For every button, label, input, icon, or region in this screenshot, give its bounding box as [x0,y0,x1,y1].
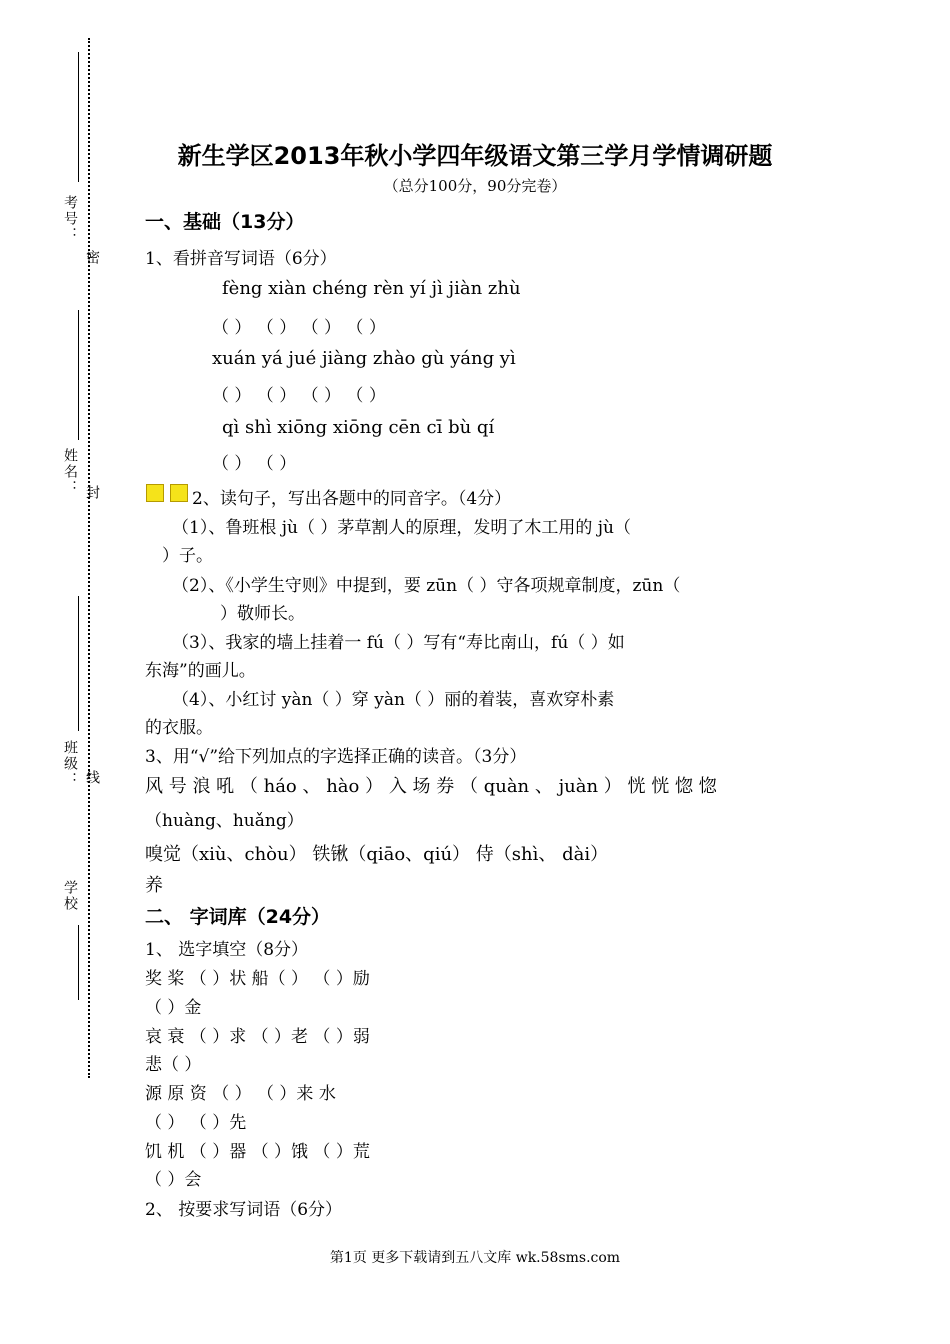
s2-q1-row-4: 饥 机 （ ）器 （ ）饿 （ ）荒 [145,1142,370,1162]
page-title: 新生学区2013年秋小学四年级语文第三学月学情调研题 [177,142,773,170]
q1-pinyin-row-2: xuán yá jué jiàng zhào gù yáng yì [212,348,516,369]
q1-brackets-row-3: （ ） （ ） [212,454,297,474]
school-line [78,925,79,1000]
section-2-heading: 二、 字词库（24分） [145,906,331,928]
seal-char-xian: 线 [84,770,100,786]
highlight-mark-icon [146,484,164,502]
q2-label: 2、读句子，写出各题中的同音字。（4分） [192,489,512,509]
q1-brackets-row-1: （ ） （ ） （ ） （ ） [212,318,386,338]
page-subtitle: （总分100分，90分完卷） [383,177,567,195]
class-label: 班级： [62,740,78,788]
q2-line-3: （3）、我家的墙上挂着一 fú（ ）写有“寿比南山，fú（ ）如 [172,633,625,653]
seal-char-feng: 封 [84,485,100,501]
s2-q1-row-4b: （ ）会 [145,1170,202,1190]
school-label: 学校 [62,880,78,912]
s2-q1-label: 1、 选字填空（8分） [145,940,309,960]
seal-char-mi: 密 [84,250,100,266]
s2-q2-label: 2、 按要求写词语（6分） [145,1200,343,1220]
q1-pinyin-row-1: fèng xiàn chéng rèn yí jì jiàn zhù [222,278,521,299]
name-label: 姓名： [62,448,78,496]
q2-line-4: （4）、小红讨 yàn（ ）穿 yàn（ ）丽的着装，喜欢穿朴素 [172,690,615,710]
exam-no-label: 考号： [62,195,78,243]
s2-q1-row-2b: 悲（ ） [145,1055,202,1075]
q3-line-2b: 养 [145,875,163,896]
s2-q1-row-1: 奖 桨 （ ）状 船（ ） （ ）励 [145,969,370,989]
s2-q1-row-3b: （ ） （ ）先 [145,1113,247,1133]
highlight-mark-icon [170,484,188,502]
class-line [78,596,79,731]
q2-line-3b: 东海”的画儿。 [145,661,256,681]
s2-q1-row-2: 哀 衰 （ ）求 （ ）老 （ ）弱 [145,1027,370,1047]
s2-q1-row-1b: （ ）金 [145,998,202,1018]
q3-line-1b: （huàng、huǎng） [145,811,304,831]
page-footer: 第1页 更多下载请到五八文库 wk.58sms.com [329,1250,621,1266]
q3-line-1: 风 号 浪 吼 （ háo 、 hào ） 入 场 券 （ quàn 、 juàn ） 恍 恍 惚 惚 [145,776,717,797]
q2-line-2: （2）、《小学生守则》中提到，要 zūn（ ）守各项规章制度，zūn（ [172,576,681,596]
q2-line-4b: 的衣服。 [145,718,213,738]
q1-label: 1、看拼音写词语（6分） [145,249,337,269]
q2-line-1: （1）、鲁班根 jù（ ）茅草割人的原理，发明了木工用的 jù（ [172,518,631,538]
q1-brackets-row-2: （ ） （ ） （ ） （ ） [212,386,386,406]
q1-pinyin-row-3: qì shì xiōng xiōng cēn cī bù qí [222,417,495,438]
q3-label: 3、用“√”给下列加点的字选择正确的读音。（3分） [145,747,527,767]
s2-q1-row-3: 源 原 资 （ ） （ ）来 水 [145,1084,336,1104]
q2-line-1b: ）子。 [162,546,213,566]
q2-line-2b: ）敬师长。 [220,604,305,624]
name-line [78,310,79,440]
section-1-heading: 一、基础（13分） [145,211,305,233]
q3-line-2: 嗅觉（xiù、chòu） 铁锹（qiāo、qiú） 侍（shì、 dài） [145,844,609,865]
